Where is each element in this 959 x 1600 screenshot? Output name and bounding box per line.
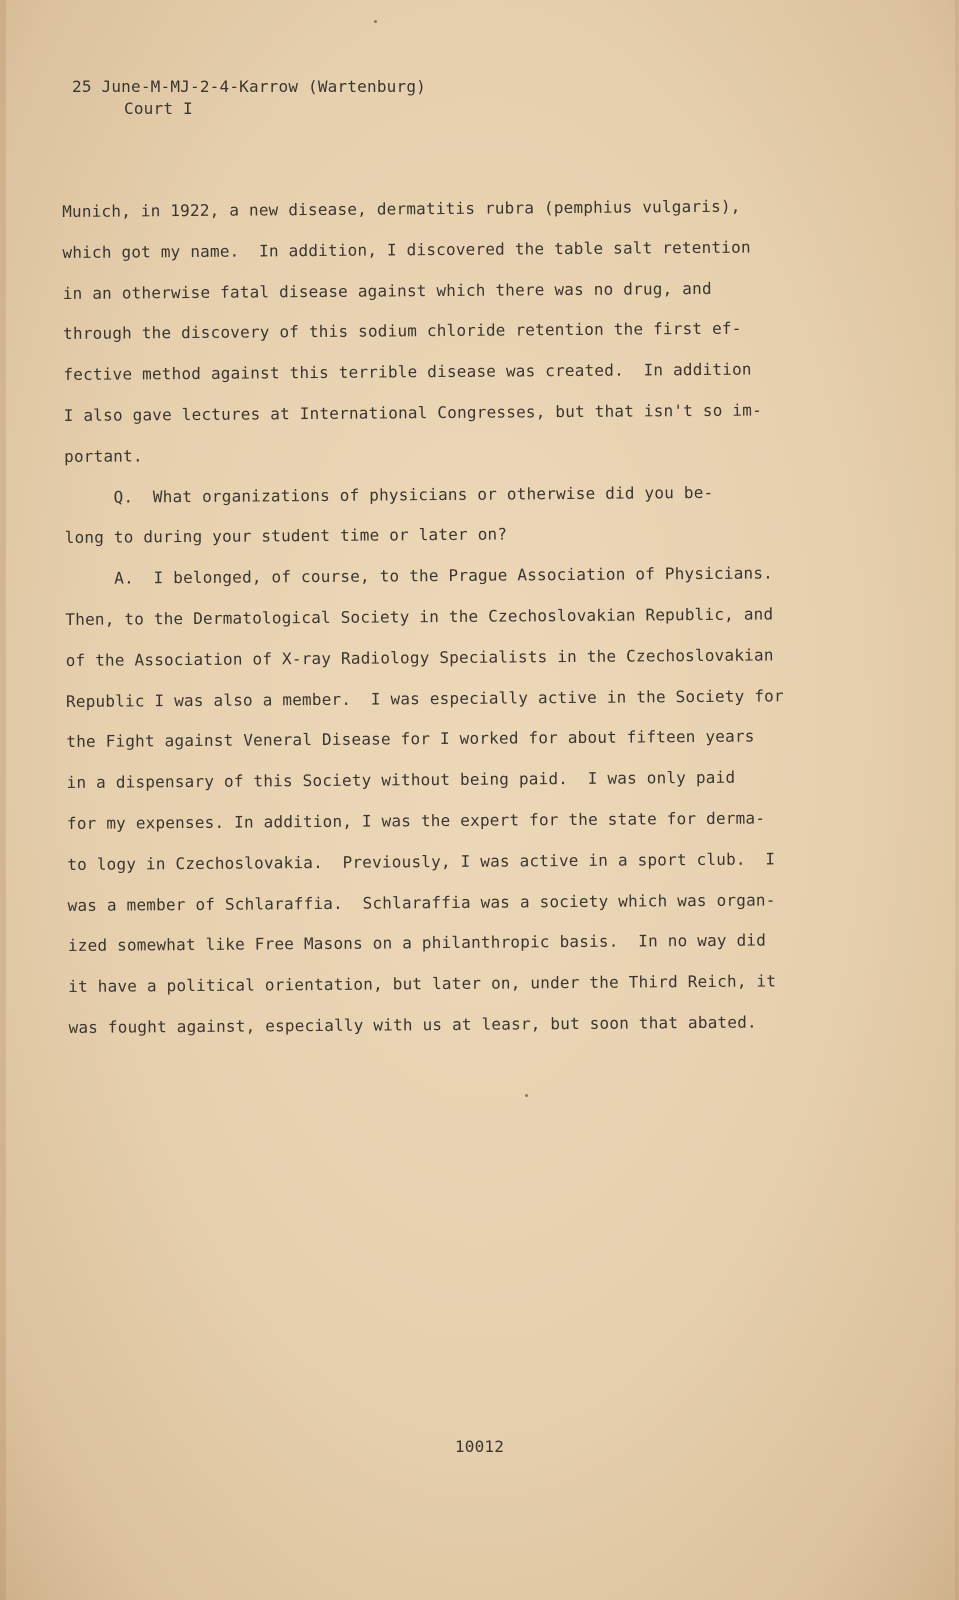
body-line: the Fight against Veneral Disease for I worked for about fifteen years [66,726,755,752]
body-line: for my expenses. In addition, I was the expert for the state for derma- [66,808,766,833]
body-line: long to during your student time or later on? [64,524,508,548]
body-line: of the Association of X-ray Radiology Specialists in the Czechoslovakian [65,645,774,670]
body-line: ized somewhat like Free Masons on a philanthropic basis. In no way did [67,930,767,956]
body-line: which got my name. In addition, I discovered the table salt retention [62,237,751,262]
body-line: portant. [64,446,143,466]
body-line: Munich, in 1922, a new disease, dermatitis rubra (pemphius vulgaris), [62,196,741,221]
body-line: I also gave lectures at International Congresses, but that isn't so im- [63,400,762,425]
header-court: Court I [124,99,193,118]
body-line: to logy in Czechoslovakia. Previously, I was active in a sport club. I [67,849,776,874]
body-line: in a dispensary of this Society without being paid. I was only paid [66,767,736,793]
page-number: 10012 [454,1437,505,1456]
body-line: Republic I was also a member. I was especially active in the Society for [65,685,784,711]
header-reference: 25 June-M-MJ-2-4-Karrow (Wartenburg) [72,77,426,96]
body-line: A. I belonged, of course, to the Prague Association of Physicians. [64,563,774,589]
document-body [62,186,849,1049]
body-line: Q. What organizations of physicians or otherwise did you be- [64,482,714,507]
body-line: Then, to the Dermatological Society in the Czechoslovakian Republic, and [65,604,774,629]
body-line: in an otherwise fatal disease against which there was no drug, and [62,278,712,303]
body-line: it have a political orientation, but later on, under the Third Reich, it [68,971,777,997]
paper-speck [374,20,377,23]
body-line: was a member of Schlaraffia. Schlaraffia was a society which was organ- [67,889,776,915]
document-header [72,76,426,120]
body-line: fective method against this terrible disease was created. In addition [63,359,752,385]
body-line: was fought against, especially with us at leasr, but soon that abated. [68,1012,757,1037]
paper-speck [525,1094,528,1097]
body-line: through the discovery of this sodium chloride retention the first ef- [63,319,742,344]
